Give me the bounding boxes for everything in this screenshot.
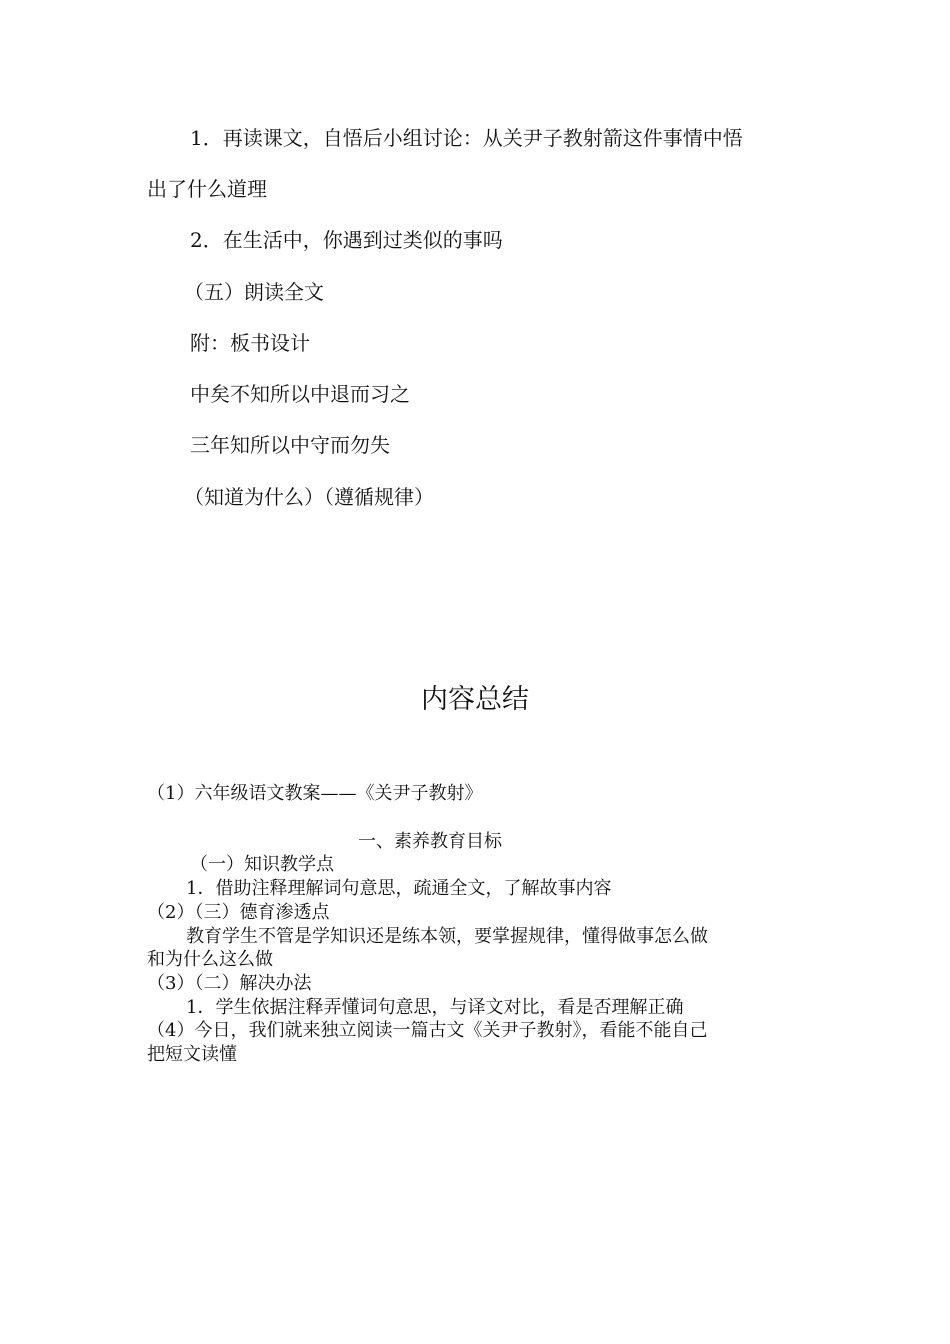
summary-line: 把短文读懂 [147,1044,237,1065]
summary-line: 一、素养教育目标 [358,831,502,852]
summary-title: 内容总结 [421,684,529,715]
body-line: 1．再读课文，自悟后小组讨论：从关尹子教射箭这件事情中悟 [190,126,743,150]
summary-line: （一）知识教学点 [190,854,334,875]
summary-line: 1．学生依据注释弄懂词句意思，与译文对比，看是否理解正确 [186,997,684,1018]
body-line: （知道为什么）（遵循规律） [184,485,434,509]
summary-line: （4）今日，我们就来独立阅读一篇古文《关尹子教射》，看能不能自己 [147,1020,708,1041]
summary-line: 和为什么这么做 [147,949,273,970]
summary-line: （2）（三）德育渗透点 [147,902,330,923]
body-line: 附：板书设计 [190,331,310,355]
body-line: （五）朗读全文 [184,280,324,304]
summary-line: 教育学生不管是学知识还是练本领，要掌握规律，懂得做事怎么做 [186,926,708,947]
body-line: 中矣不知所以中退而习之 [190,382,410,406]
body-line: 三年知所以中守而勿失 [190,433,390,457]
summary-line: 1．借助注释理解词句意思，疏通全文，了解故事内容 [186,878,612,899]
body-line: 出了什么道理 [147,177,267,201]
summary-line: （3）（二）解决办法 [147,973,312,994]
summary-line: （1）六年级语文教案——《关尹子教射》 [147,783,483,804]
body-line: 2．在生活中，你遇到过类似的事吗 [190,228,503,252]
